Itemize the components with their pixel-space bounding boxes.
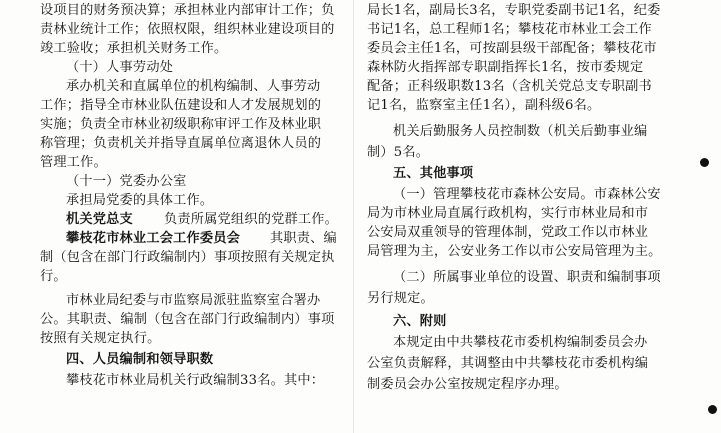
text-line: 森林防火指挥部专职副指挥长1名，按市委规定: [367, 60, 644, 75]
text-line: 局管理为主，公安业务工作以市公安局管理为主。: [367, 244, 662, 259]
scan-dot-mark: [700, 158, 709, 167]
text-line: 实施；负责全市林业初级职称审评工作及林业职: [40, 117, 322, 132]
text-line: 公室负责解释，其调整由中共攀枝花市委机构编: [367, 356, 649, 371]
text-line: 配备；正科级职数13名（含机关党总支专职副书: [367, 79, 652, 94]
section-heading-personnel: （十）人事劳动处: [66, 60, 174, 75]
section-heading-party-office: （十一）党委办公室: [66, 174, 187, 189]
text-line: 制）5名。: [367, 145, 430, 160]
text-line: 制委员会办公室按规定程序办理。: [367, 377, 568, 392]
text-line: 行。: [40, 269, 67, 284]
section-heading-staffing: 四、人员编制和领导职数: [66, 352, 214, 367]
text-line: 本规定由中共攀枝花市委机构编制委员会办: [393, 335, 648, 350]
text-line: 机关后勤服务人员控制数（机关后勤事业编: [393, 124, 648, 139]
section-heading-other: 五、其他事项: [393, 166, 474, 181]
text-line: 承担局党委的具体工作。: [66, 193, 214, 208]
scan-dot-mark: [708, 405, 717, 414]
section-heading-annex: 六、附则: [393, 314, 447, 329]
text-line: 负责所属党组织的党群工作。: [164, 212, 339, 227]
text-line: 设项目的财务预决算；承担林业内部审计工作；负: [40, 3, 335, 18]
text-line: 委员会主任1名，可按副县级干部配备；攀枝花市: [367, 41, 657, 56]
union-committee-heading: 攀枝花市林业工会工作委员会: [66, 231, 241, 246]
text-line: 竣工验收；承担机关财务工作。: [40, 41, 228, 56]
text-line: 承办机关和直属单位的机构编制、人事劳动: [66, 79, 321, 94]
text-line: 其职责、编: [270, 231, 337, 246]
text-line: 称管理；负责机关并指导直属单位离退休人员的: [40, 136, 322, 151]
text-line: 局长1名，副局长3名，专职党委副书记1名，纪委: [367, 3, 661, 18]
text-line: 工作；指导全市林业队伍建设和人才发展规划的: [40, 98, 322, 113]
text-line: 攀枝花市林业局机关行政编制33名。其中：: [66, 373, 325, 388]
text-line: 责林业统计工作；依照权限，组织林业建设项目的: [40, 22, 335, 37]
party-branch-heading: 机关党总支: [66, 212, 133, 227]
text-line: 制（包含在部门行政编制内）事项按照有关规定执: [40, 250, 335, 265]
text-line: 按照有关规定执行。: [40, 331, 161, 346]
text-line: （二）所属事业单位的设置、职责和编制事项: [393, 270, 661, 285]
text-line: 局为市林业局直属行政机构，实行市林业局和市: [367, 206, 649, 221]
text-line: 公。其职责、编制（包含在部门行政编制内）事项: [40, 312, 335, 327]
text-line: 公安局双重领导的管理体制，党政工作以市林业: [367, 225, 649, 240]
text-line: 市林业局纪委与市监察局派驻监察室合署办: [66, 293, 321, 308]
text-line: 另行规定。: [367, 291, 434, 306]
text-line: 记1名，监察室主任1名），副科级6名。: [367, 98, 601, 113]
column-gutter: [353, 0, 354, 433]
text-line: 书记1名，总工程师1名；攀枝花市林业工会工作: [367, 22, 652, 37]
text-line: （一）管理攀枝花市森林公安局。市森林公安: [393, 187, 661, 202]
text-line: 管理工作。: [40, 155, 107, 170]
